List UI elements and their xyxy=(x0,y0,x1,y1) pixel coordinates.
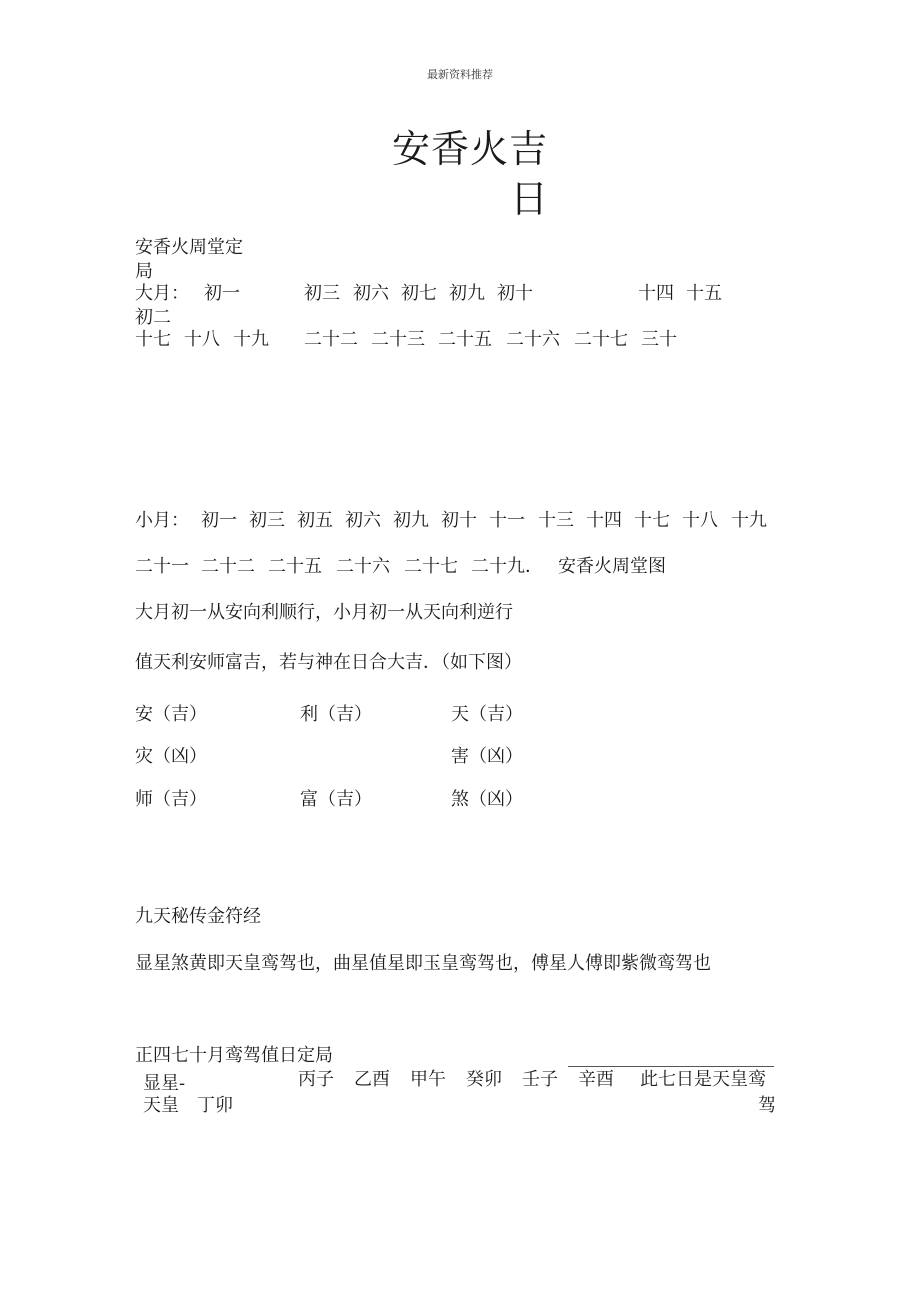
grid-cell: 害（凶） xyxy=(451,746,523,767)
day-cell: 十七 xyxy=(135,329,171,350)
day-cell: 丙子 xyxy=(298,1069,334,1090)
day-cell: 初十 xyxy=(441,510,477,531)
small-month-row-2 xyxy=(0,555,920,579)
day-cell: 十八 xyxy=(184,329,220,350)
day-cell-wrapped: 初二 xyxy=(135,307,171,328)
document-title-line2: 日 xyxy=(510,177,549,221)
day-cell: 十三 xyxy=(538,510,574,531)
day-cell: 辛酉 xyxy=(578,1069,614,1090)
grid-row-2 xyxy=(0,745,920,769)
grid-cell: 富（吉） xyxy=(300,789,372,810)
day-cell: 十七 xyxy=(634,510,670,531)
section-heading: 安香火周堂定 xyxy=(135,237,243,258)
grid-cell: 灾（凶） xyxy=(135,746,207,767)
grid-row-1 xyxy=(0,703,920,727)
day-cell: 二十五 xyxy=(268,556,322,577)
day-cell: 初十 xyxy=(497,283,533,304)
grid-cell: 天（吉） xyxy=(451,704,523,725)
grid-row-3 xyxy=(0,788,920,812)
row-note: 此七日是天皇鸾 xyxy=(640,1069,766,1090)
small-month-label: 小月： xyxy=(135,510,189,531)
table-rule xyxy=(568,1066,774,1067)
day-cell: 初三 xyxy=(249,510,285,531)
grid-cell: 安（吉） xyxy=(135,704,207,725)
day-cell: 二十三 xyxy=(371,329,425,350)
day-cell: 初五 xyxy=(297,510,333,531)
grid-cell: 煞（凶） xyxy=(451,789,523,810)
day-cell: 十五 xyxy=(686,283,722,304)
section-text: 显星煞黄即天皇鸾驾也，曲星值星即玉皇鸾驾也，傅星人傅即紫微鸾驾也 xyxy=(135,953,711,974)
day-cell: 二十七 xyxy=(404,556,458,577)
day-cell: 十九 xyxy=(731,510,767,531)
day-cell: 癸卯 xyxy=(466,1069,502,1090)
day-cell: 二十二 xyxy=(201,556,255,577)
day-cell: 十八 xyxy=(682,510,718,531)
section-heading: 九天秘传金符经 xyxy=(135,906,261,927)
diagram-heading: 安香火周堂图 xyxy=(558,556,666,577)
small-month-row-1 xyxy=(0,509,920,533)
section-heading: 正四七十月鸾驾值日定局 xyxy=(135,1045,333,1066)
day-cell: 甲午 xyxy=(410,1069,446,1090)
day-cell: 初九 xyxy=(449,283,485,304)
luanjia-row xyxy=(0,1068,920,1092)
day-cell: 十九 xyxy=(233,329,269,350)
day-cell: 初七 xyxy=(401,283,437,304)
big-month-row-1 xyxy=(0,282,920,306)
row-label: 显星- xyxy=(143,1073,186,1094)
grid-cell: 师（吉） xyxy=(135,789,207,810)
day-cell: 初六 xyxy=(345,510,381,531)
day-cell: 十四 xyxy=(638,283,674,304)
clipped-text: 天皇 丁卯 xyxy=(143,1095,233,1116)
day-cell: 乙酉 xyxy=(354,1069,390,1090)
day-cell: 三十 xyxy=(641,329,677,350)
page-header: 最新资料推荐 xyxy=(427,68,493,81)
big-month-label: 大月： xyxy=(135,283,189,304)
rule-order-text: 大月初一从安向利顺行，小月初一从天向利逆行 xyxy=(135,602,513,623)
day-cell: 二十六 xyxy=(336,556,390,577)
rule-note-text: 值天利安师富吉，若与神在日合大吉．（如下图） xyxy=(135,652,522,673)
day-cell: 壬子 xyxy=(522,1069,558,1090)
clipped-line xyxy=(0,1093,920,1116)
day-cell: 初六 xyxy=(353,283,389,304)
day-cell: 初三 xyxy=(304,283,340,304)
day-cell: 二十七 xyxy=(574,329,628,350)
day-cell: 初九 xyxy=(393,510,429,531)
day-cell: 初一 xyxy=(204,283,240,304)
day-cell: 二十一 xyxy=(135,556,189,577)
section-heading-wrap: 局 xyxy=(135,261,153,282)
day-cell: 二十六 xyxy=(506,329,560,350)
grid-cell: 利（吉） xyxy=(300,704,372,725)
day-cell: 二十五 xyxy=(438,329,492,350)
day-cell: 二十二 xyxy=(304,329,358,350)
big-month-row-2 xyxy=(0,328,920,352)
clipped-text: 驾 xyxy=(758,1095,776,1116)
day-cell: 十四 xyxy=(586,510,622,531)
day-cell: 初一 xyxy=(201,510,237,531)
day-cell: 十一 xyxy=(489,510,525,531)
document-title: 安香火吉 xyxy=(392,127,549,171)
day-cell: 二十九． xyxy=(471,556,543,577)
